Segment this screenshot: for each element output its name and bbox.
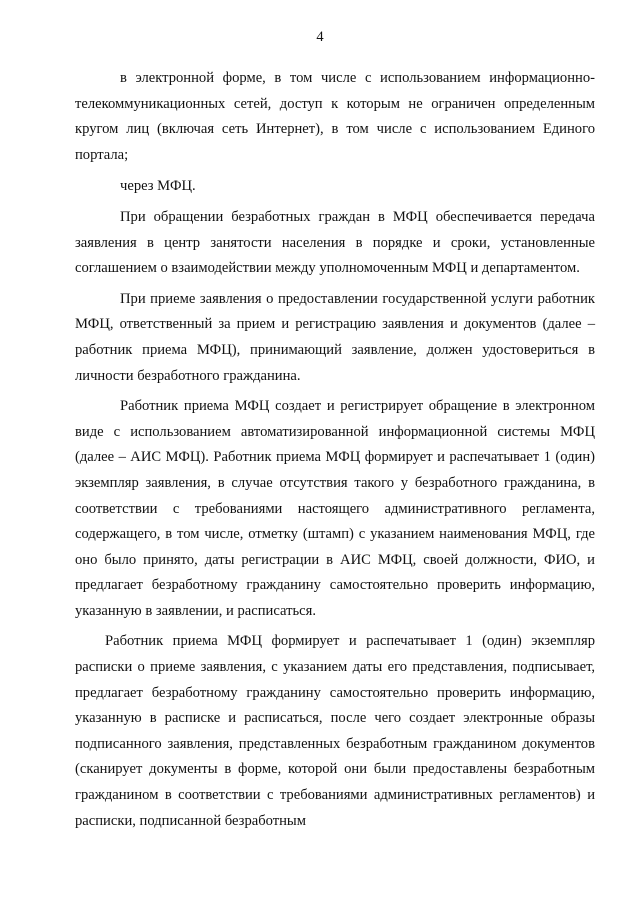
paragraph-via-mfc: через МФЦ. bbox=[120, 178, 196, 195]
paragraph-receipt: Работник приема МФЦ формирует и распечатывает 1 (один) экземпляр расписки о приеме заявления, с указанием даты его представления, подписывает, предлагает безработному гражданину самостоятельно проверить информацию, указанную в расписке и расписаться, после чего создает электронные образы подписанного заявления, представленных безработным гражданином документов (сканирует документы в форме, которой они были предоставлены безработным гражданином в соответствии с требованиями административных регламентов) и расписки, подписанной безработным bbox=[75, 633, 595, 829]
paragraph-transfer-application: При обращении безработных граждан в МФЦ обеспечивается передача заявления в центр занятости населения в порядке и сроки, установленные соглашением о взаимодействии между уполномоченным МФЦ и департаментом. bbox=[75, 208, 595, 277]
paragraph-registration: Работник приема МФЦ создает и регистрирует обращение в электронном виде с использованием автоматизированной информационной системы МФЦ (далее – АИС МФЦ). Работник приема МФЦ формирует и распечатывает 1 (один) экземпляр заявления, в случае отсутствия такого у безработного гражданина, в соответствии с требованиями настоящего административного регламента, содержащего, в том числе, отметку (штамп) с указанием наименования МФЦ, где оно было принято, даты регистрации в АИС МФЦ, своей должности, ФИО, и предлагает безработному гражданину самостоятельно проверить информацию, указанную в заявлении, и расписаться. bbox=[75, 398, 595, 619]
page-number: 4 bbox=[316, 29, 324, 45]
paragraph-electronic-form: в электронной форме, в том числе с использованием информационно-телекоммуникационных сетей, доступ к которым не ограничен определенным кругом лиц (включая сеть Интернет), в том числе с использованием Единого портала; bbox=[75, 70, 595, 163]
document-body bbox=[75, 66, 595, 834]
paragraph-identity-check: При приеме заявления о предоставлении государственной услуги работник МФЦ, ответственный за прием и регистрацию заявления и документов (далее – работник приема МФЦ), принимающий заявление, должен удостовериться в личности безработного гражданина. bbox=[75, 290, 595, 384]
